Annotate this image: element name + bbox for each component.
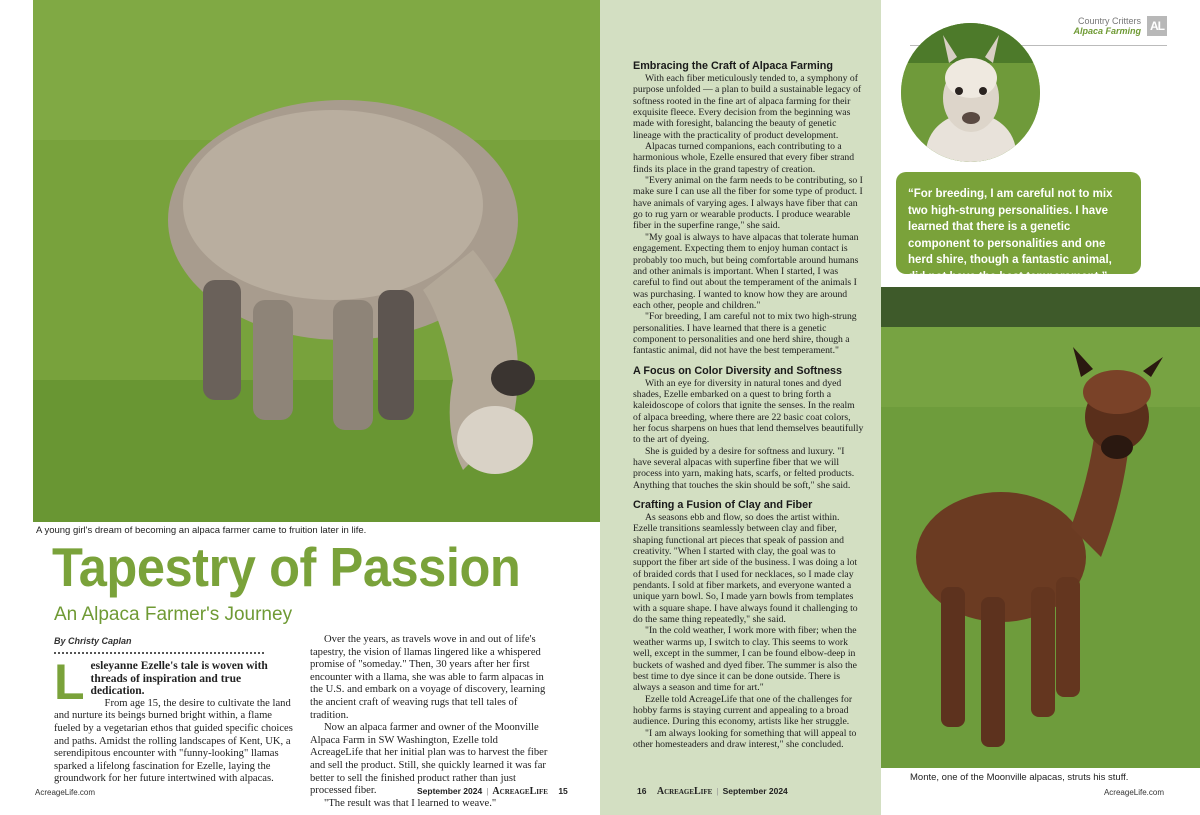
drop-cap: L [54, 654, 85, 710]
body-paragraph: "My goal is always to have alpacas that tolerate human engagement. Expecting them to enjoy human contact is probably too much, but being comfortable around humans and other animals is important. When I started, I was careful to find out about the temperament of the animals I was purchasing. I wanted to know how they are around each other, people and children." [633, 231, 859, 311]
brown-alpaca-photo [881, 287, 1200, 768]
photo-caption-left: A young girl's dream of becoming an alpaca farmer came to fruition later in life. [36, 525, 367, 536]
footer-brand: AcreageLife [492, 786, 548, 797]
article-title: Tapestry of Passion [52, 536, 521, 598]
body-paragraph: "In the cold weather, I work more with fiber; when the weather warms up, I switch to clay. This seems to work well, except in the summer, I can be found elbow-deep in buckets of washed and dyed fiber. The summer is also the best time to dye since it can be done outside. There is always a season and time for art." [633, 625, 857, 694]
footer-month: September 2024 [722, 786, 788, 796]
body-paragraph: Now an alpaca farmer and owner of the Moonville Alpaca Farm in SW Washington, Ezelle told AcreageLife that her initial plan was to harvest the fiber and sell the product. Still, she quickly learned it was far better to sell the finished product rather than just processed fiber. [310, 722, 548, 797]
section-name: Alpaca Farming [1073, 26, 1141, 36]
section-heading: Embracing the Craft of Alpaca Farming [633, 60, 833, 72]
photo-caption-right: Monte, one of the Moonville alpacas, struts his stuff. [910, 772, 1129, 783]
footer-url-left: AcreageLife.com [35, 788, 96, 797]
footer-issue-left: September 2024 | AcreageLife 15 [417, 786, 568, 797]
footer-brand: AcreageLife [656, 786, 713, 797]
section-heading: Crafting a Fusion of Clay and Fiber [633, 499, 813, 512]
grazing-alpaca-photo [33, 0, 600, 522]
section-category: Country Critters [1077, 16, 1141, 26]
footer-month: September 2024 [417, 786, 483, 796]
body-paragraph: She is guided by a desire for softness and luxury. "I have several alpacas with superfine fiber that we will process into yarn, making hats, scarfs, or felted products. Anything that touches the skin should be soft," she said. [633, 445, 855, 491]
section-heading: A Focus on Color Diversity and Softness [633, 364, 842, 377]
body-paragraph: Alpacas turned companions, each contributing to a harmonious whole, Ezelle ensured that every fiber strand finds its place in the grand tapestry of creation. [633, 141, 855, 175]
body-paragraph: Ezelle told AcreageLife that one of the challenges for hobby farms is staying current and appealing to a broad audience. During this economy, artists like her struggle. [633, 693, 853, 728]
section-tag [1073, 16, 1167, 36]
footer-issue-right: 16 AcreageLife | September 2024 [637, 786, 788, 797]
body-paragraph: "I am always looking for something that will appeal to other homesteaders and draw interest," she concluded. [633, 727, 857, 750]
white-alpaca-portrait [901, 23, 1040, 162]
page-number: 16 [637, 786, 647, 796]
body-paragraph: With each fiber meticulously tended to, a symphony of purpose unfolded — a plan to build a sustainable legacy of softness rooted in the fine art of alpaca farming for their exquisite fleece. Every decision from the beginning was made with foresight, balancing the beauty of genetic lineage with the practicality of product development. [633, 73, 862, 141]
article-column-2 [310, 634, 550, 810]
article-subtitle: An Alpaca Farmer's Journey [54, 604, 293, 625]
lede-paragraph: esleyanne Ezelle's tale is woven with threads of inspiration and true dedication. [90, 660, 268, 698]
body-paragraph: "Every animal on the farm needs to be contributing, so I make sure I can use all the fiber for some type of product. I have animals of varying ages. I always have fiber that can go to rug yarn or wearable products. I produce wearable fiber in the superfine range," she said. [633, 175, 863, 232]
body-paragraph: From age 15, the desire to cultivate the land and nurture its beings burned bright within, a flame fueled by a vegetarian ethos that guided specific choices and paths. Amidst the rolling landscapes of Kent, UK, a serendipitous encounter with "funny-looking" llamas sparked a lifelong fascination for Ezelle, laying the groundwork for her future intertwined with alpacas. [54, 697, 293, 785]
footer-url-right: AcreageLife.com [1103, 788, 1164, 797]
article-column-1 [54, 654, 294, 786]
body-paragraph: "The result was that I learned to weave." [324, 797, 497, 809]
pull-quote: “For breeding, I am careful not to mix two high-strung personalities. I have learned that there is a genetic component to personalities and one herd shire, though a fantastic animal, did not have the best temperament.” [896, 172, 1141, 274]
byline: By Christy Caplan [54, 636, 264, 654]
acreagelife-logo: AL [1147, 16, 1167, 36]
body-paragraph: As seasons ebb and flow, so does the artist within. Ezelle transitions seamlessly between clay and fiber, shaping functional art pieces that speak of passion and creativity. "When I started with clay, the goal was to support the fiber art side of the business. I was doing a lot of braided cords that I used for necklaces, so I made clay pendants. I sold at fiber markets, and everyone wanted a unique yarn bowl. So, I made yarn bowls from templates with a square shape. I have always found it challenging to do the same thing repeatedly," she said. [633, 512, 858, 626]
body-paragraph: Over the years, as travels wove in and out of life's tapestry, the vision of llamas lingered like a whispered promise of "someday." Then, 30 years after her first encounter with a llama, she was able to farm alpacas in the U.S. and embark on a voyage of discovery, learning the ancient craft of weaving rugs that tell tales of tradition. [310, 634, 546, 721]
body-paragraph: With an eye for diversity in natural tones and dyed shades, Ezelle embarked on a quest to bring forth a kaleidoscope of colors that ignite the senses. In the realm of alpaca breeding, where there are 22 basic coat colors, her focus sharpens on hues that lend themselves beautifully to the art of dyeing. [633, 377, 864, 446]
article-column-3 [633, 60, 865, 750]
body-paragraph: "For breeding, I am careful not to mix two high-strung personalities. I have learned that there is a genetic component to personalities and one herd shire, though a fantastic animal, did not have the best temperament." [633, 311, 857, 357]
page-number: 15 [558, 786, 568, 796]
